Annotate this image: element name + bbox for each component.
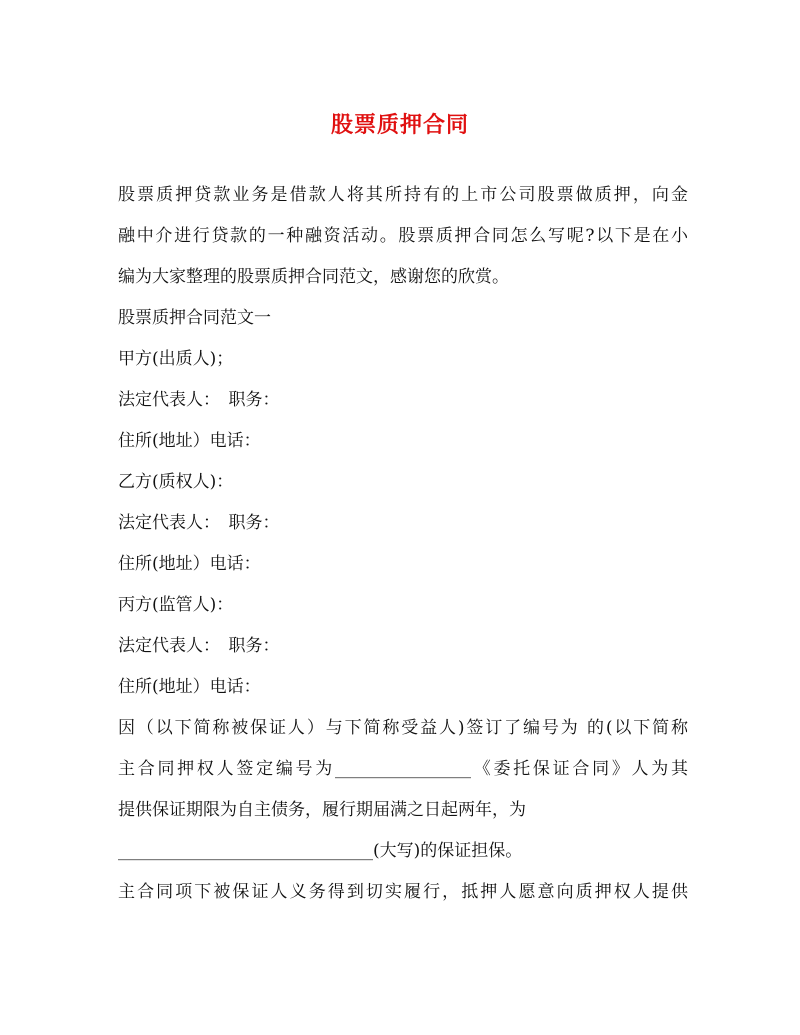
clause-line: 因（以下简称被保证人）与下简称受益人)签订了编号为 的(以下简称 xyxy=(118,718,688,738)
party-line: 乙方(质权人)： xyxy=(118,472,234,492)
section-heading: 股票质押合同范文一 xyxy=(118,308,271,328)
intro-line: 融中介进行贷款的一种融资活动。股票质押合同怎么写呢?以下是在小 xyxy=(118,226,688,246)
intro-line: 编为大家整理的股票质押合同范文，感谢您的欣赏。 xyxy=(118,267,509,287)
party-line: 法定代表人： 职务： xyxy=(118,390,280,410)
clause-line: 提供保证期限为自主债务，履行期届满之日起两年，为 xyxy=(118,800,526,820)
section-heading-block xyxy=(118,298,688,339)
party-list xyxy=(118,339,688,708)
party-line: 住所(地址）电话： xyxy=(118,431,261,451)
document-title: 股票质押合同 xyxy=(330,112,469,138)
clause-paragraph xyxy=(118,708,688,913)
clause-line: 主合同押权人签定编号为________________《委托保证合同》人为其 xyxy=(118,759,688,779)
intro-line: 股票质押贷款业务是借款人将其所持有的上市公司股票做质押，向金 xyxy=(118,185,688,205)
clause-line: 主合同项下被保证人义务得到切实履行，抵押人愿意向质押权人提供 xyxy=(118,882,688,902)
party-line: 甲方(出质人)； xyxy=(118,349,234,369)
intro-paragraph xyxy=(118,175,688,298)
party-line: 住所(地址）电话： xyxy=(118,554,261,574)
party-line: 法定代表人： 职务： xyxy=(118,636,280,656)
party-line: 住所(地址）电话： xyxy=(118,677,261,697)
clause-line: ______________________________(大写)的保证担保。 xyxy=(118,841,523,861)
party-line: 法定代表人： 职务： xyxy=(118,513,280,533)
party-line: 丙方(监管人)： xyxy=(118,595,234,615)
document-body xyxy=(118,175,688,913)
